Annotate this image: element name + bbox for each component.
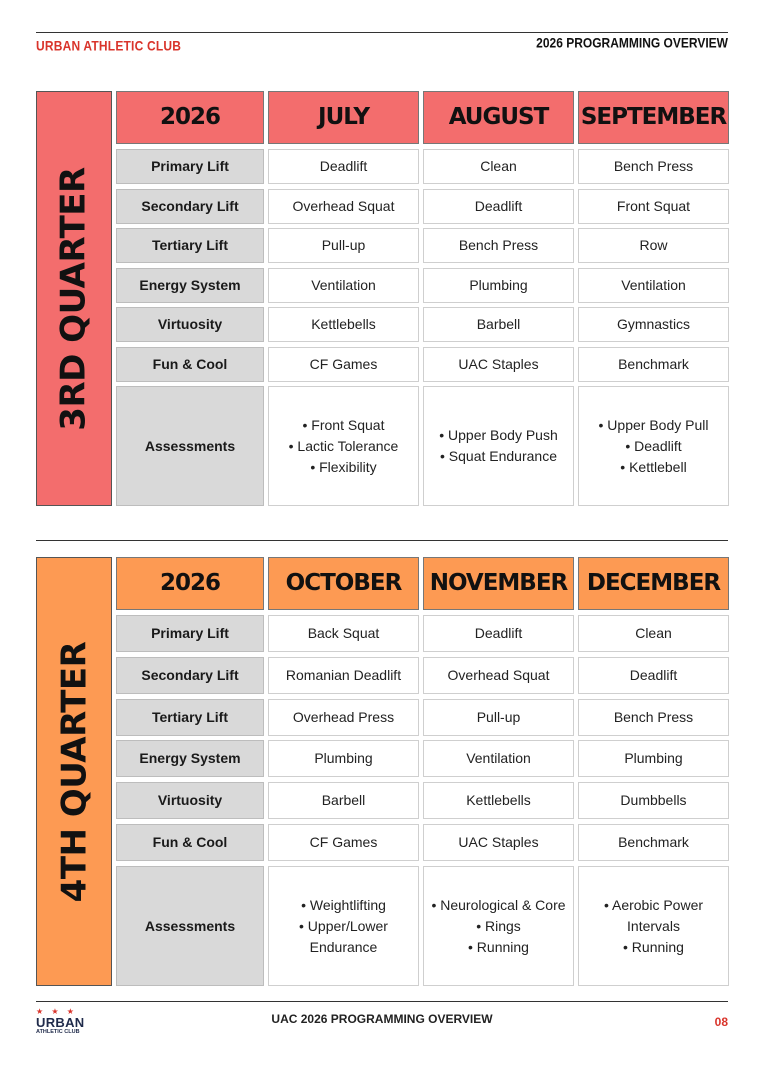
row-label: Primary Lift	[116, 149, 264, 184]
table-cell: Benchmark	[578, 347, 729, 382]
assessment-list	[299, 895, 388, 958]
table-cell: Deadlift	[423, 189, 574, 224]
table-cell: Bench Press	[423, 228, 574, 263]
assessment-cell	[268, 386, 419, 506]
month-header: JULY	[268, 91, 419, 144]
assessment-item: • Upper Body Pull	[598, 416, 709, 433]
assessment-item: • Upper Body Push	[439, 427, 558, 443]
assessment-list	[604, 895, 703, 958]
table-cell: Romanian Deadlift	[268, 657, 419, 694]
table-cell: Overhead Squat	[423, 657, 574, 694]
table-cell: CF Games	[268, 347, 419, 382]
quarter-label-text: 4TH QUARTER	[54, 641, 94, 902]
month-header: NOVEMBER	[423, 557, 574, 610]
assessment-list	[289, 415, 399, 478]
table-cell: Pull-up	[423, 699, 574, 736]
row-label: Energy System	[116, 740, 264, 777]
assessment-item: • Front Squat	[302, 416, 385, 433]
year-header: 2026	[116, 91, 264, 144]
table-cell: Benchmark	[578, 824, 729, 861]
assessment-item: Intervals	[627, 917, 680, 934]
assessment-item: • Lactic Tolerance	[288, 437, 399, 454]
assessment-list	[439, 425, 558, 467]
assessment-item: • Running	[468, 938, 529, 955]
table-cell: Bench Press	[578, 149, 729, 184]
quarter-label-q4	[36, 557, 112, 986]
assessment-list	[599, 415, 709, 478]
quarter-label-q3	[36, 91, 112, 506]
table-cell: Ventilation	[268, 268, 419, 303]
table-cell: Barbell	[423, 307, 574, 342]
brand-name: URBAN ATHLETIC CLUB	[36, 38, 182, 55]
row-label-assessments: Assessments	[116, 386, 264, 506]
assessment-item: • Deadlift	[625, 437, 682, 454]
footer-title: UAC 2026 PROGRAMMING OVERVIEW	[271, 1012, 493, 1026]
table-cell: Kettlebells	[268, 307, 419, 342]
table-cell: Deadlift	[423, 615, 574, 652]
assessment-item: • Kettlebell	[620, 458, 687, 475]
logo-line2: ATHLETIC CLUB	[36, 1029, 80, 1035]
month-header: AUGUST	[423, 91, 574, 144]
assessment-item: • Rings	[476, 917, 521, 934]
document-title: 2026 PROGRAMMING OVERVIEW	[536, 35, 728, 52]
row-label: Virtuosity	[116, 782, 264, 819]
row-label: Fun & Cool	[116, 824, 264, 861]
table-cell: CF Games	[268, 824, 419, 861]
month-header: SEPTEMBER	[578, 91, 729, 144]
row-label-assessments: Assessments	[116, 866, 264, 986]
assessment-cell	[578, 386, 729, 506]
table-cell: UAC Staples	[423, 824, 574, 861]
table-cell: Clean	[578, 615, 729, 652]
table-cell: Overhead Squat	[268, 189, 419, 224]
table-cell: Pull-up	[268, 228, 419, 263]
table-cell: Gymnastics	[578, 307, 729, 342]
table-cell: Plumbing	[578, 740, 729, 777]
assessment-item: • Upper/Lower	[299, 917, 388, 934]
section-divider	[36, 540, 728, 541]
assessment-item: Endurance	[309, 938, 378, 955]
assessment-item: • Flexibility	[310, 458, 377, 475]
table-cell: Kettlebells	[423, 782, 574, 819]
assessment-cell	[578, 866, 729, 986]
table-cell: Barbell	[268, 782, 419, 819]
assessment-item: • Neurological & Core	[431, 896, 566, 913]
assessment-item: • Running	[623, 938, 684, 955]
footer-rule	[36, 1001, 728, 1002]
row-label: Secondary Lift	[116, 189, 264, 224]
row-label: Tertiary Lift	[116, 228, 264, 263]
assessment-cell	[268, 866, 419, 986]
row-label: Fun & Cool	[116, 347, 264, 382]
assessment-item: • Weightlifting	[301, 896, 386, 913]
assessment-cell	[423, 866, 574, 986]
assessment-item: • Aerobic Power	[603, 896, 704, 913]
assessment-list	[431, 895, 565, 958]
row-label: Virtuosity	[116, 307, 264, 342]
table-cell: Plumbing	[423, 268, 574, 303]
page-number: 08	[714, 1015, 728, 1029]
year-header: 2026	[116, 557, 264, 610]
month-header: DECEMBER	[578, 557, 729, 610]
table-cell: Front Squat	[578, 189, 729, 224]
logo-stars: ★ ★ ★	[36, 1007, 77, 1016]
month-header: OCTOBER	[268, 557, 419, 610]
quarter-label-text: 3RD QUARTER	[54, 166, 94, 431]
table-cell: Row	[578, 228, 729, 263]
table-cell: UAC Staples	[423, 347, 574, 382]
table-cell: Plumbing	[268, 740, 419, 777]
table-cell: Deadlift	[578, 657, 729, 694]
table-cell: Ventilation	[423, 740, 574, 777]
row-label: Energy System	[116, 268, 264, 303]
table-cell: Overhead Press	[268, 699, 419, 736]
table-cell: Deadlift	[268, 149, 419, 184]
table-cell: Bench Press	[578, 699, 729, 736]
top-rule	[36, 32, 728, 33]
table-cell: Back Squat	[268, 615, 419, 652]
assessment-item: • Squat Endurance	[440, 448, 557, 464]
table-cell: Dumbbells	[578, 782, 729, 819]
table-cell: Ventilation	[578, 268, 729, 303]
table-cell: Clean	[423, 149, 574, 184]
row-label: Tertiary Lift	[116, 699, 264, 736]
assessment-cell	[423, 386, 574, 506]
logo-line1: URBAN	[36, 1015, 85, 1030]
row-label: Primary Lift	[116, 615, 264, 652]
row-label: Secondary Lift	[116, 657, 264, 694]
